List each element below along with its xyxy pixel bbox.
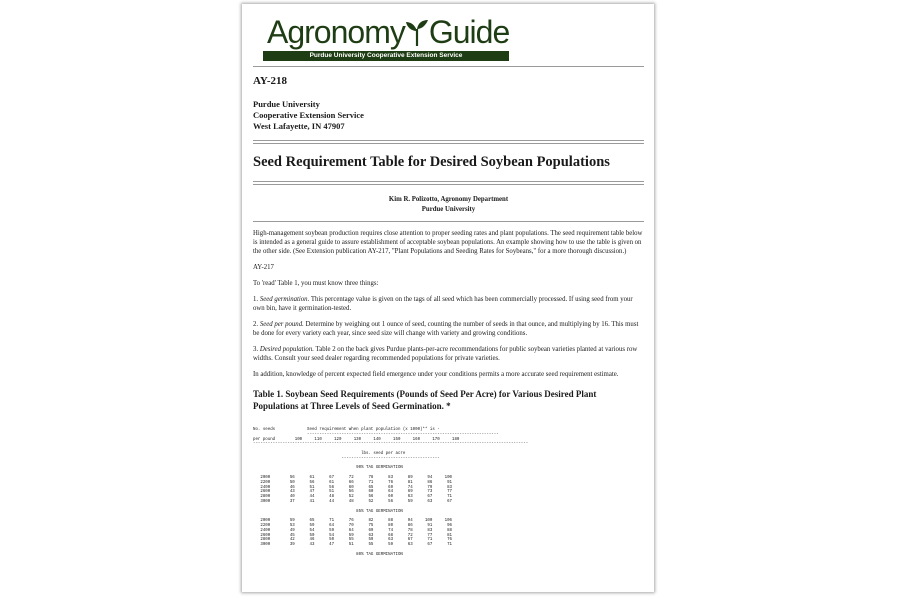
germination-section-label: 90% TAG GERMINATION	[253, 466, 403, 471]
item-seed-germination	[253, 295, 644, 313]
germination-section-label: 80% TAG GERMINATION	[253, 552, 403, 557]
item-number: 2.	[253, 321, 259, 328]
item-number: 1.	[253, 296, 259, 303]
item-text: Determine by weighing out 1 ounce of seed, counting the number of seeds in that ounce, and multiplying by 16. This must be done for every variety each year, since seed size will change with variety and growing conditions.	[253, 321, 639, 337]
table-row: 3000 39 43 47 51 55 59 63 67 71	[253, 543, 452, 548]
intro-paragraph: High-management soybean production requires close attention to proper seeding rates and plant populations. The seed requirement table below is intended as a general guide to assure establishment of acceptable soybean populations. An example showing how to use the table is given on the other side. (See Extension publication AY-217, "Plant Populations and Seeding Rates for Soybeans," for a more thorough discussion.)	[253, 230, 643, 255]
item-label: Seed per pound.	[259, 321, 304, 328]
document-title: Seed Requirement Table for Desired Soybean Populations	[253, 154, 610, 170]
item-desired-population	[253, 345, 644, 363]
item-label: Desired population.	[259, 346, 314, 353]
table-row: 2800 42 46 50 55 59 63 67 71 76	[253, 538, 452, 543]
table-row: 3000 37 41 44 48 52 56 59 63 67	[253, 499, 452, 504]
table-column-header-row: per pound 100 110 120 130 140 150 160 170 180	[253, 437, 460, 442]
addition-paragraph: In addition, knowledge of percent expected field emergence under your conditions permits a more accurate seed requirement estimate.	[253, 371, 619, 378]
item-number: 3.	[253, 346, 259, 353]
document-code: AY-218	[253, 75, 288, 87]
table-units-label: lbs. seed per acre	[253, 451, 406, 456]
germination-section-label: 85% TAG GERMINATION	[253, 509, 403, 514]
logo-word-right: Guide	[428, 14, 510, 50]
logo-word-left: Agronomy	[267, 14, 405, 50]
table-row: 2600 45 50 54 59 63 68 72 77 81	[253, 533, 452, 538]
table-row: 2800 40 44 48 52 56 60 63 67 71	[253, 495, 452, 500]
divider	[253, 66, 644, 67]
publisher-address	[253, 99, 644, 132]
author-affiliation: Purdue University	[421, 206, 476, 213]
item-label: Seed germination.	[259, 296, 310, 303]
table-spacer	[253, 558, 644, 563]
logo-banner: Purdue University Cooperative Extension Service	[263, 51, 509, 61]
divider	[253, 181, 644, 185]
item-text: This percentage value is given on the tags of all seed which has been commercially processed. If using seed from your own bin, have it germination-tested.	[253, 296, 633, 312]
reference-paragraph: AY-217	[253, 264, 274, 271]
item-text: Table 2 on the back gives Purdue plants-per-acre recommendations for public soybean varieties planted at various row widths. Consult your seed dealer regarding recommended populations for private varieties.	[253, 346, 638, 362]
agronomy-guide-logo	[253, 4, 644, 66]
table-row: 2400 49 54 59 64 69 74 78 83 88	[253, 528, 452, 533]
author-block	[253, 195, 644, 215]
address-line: Cooperative Extension Service	[253, 110, 364, 120]
seed-requirement-table	[253, 428, 644, 562]
document-page	[242, 4, 654, 592]
table-row: 2600 43 47 51 56 60 64 69 73 77	[253, 490, 452, 495]
table-row: 2000 59 65 71 76 82 88 94 100 106	[253, 519, 452, 524]
table-header-rule: ----------------------------------------	[253, 456, 440, 461]
divider	[253, 140, 644, 144]
table-header-row: No. seeds Seed requirement when plant population (x 1000)** is -	[253, 428, 440, 432]
document-content	[253, 4, 644, 562]
table-row: 2200 53 59 64 70 75 80 86 91 96	[253, 523, 452, 528]
table-header-rule: ------------------------------------------------------------------------------	[253, 432, 499, 437]
item-seed-per-pound	[253, 320, 644, 338]
logo-wordmark	[267, 14, 509, 51]
sprout-icon	[405, 17, 429, 47]
divider	[253, 221, 644, 222]
table-row: 2400 46 51 56 60 65 69 74 79 83	[253, 485, 452, 490]
table-row: 2200 50 56 61 66 71 76 81 86 91	[253, 480, 452, 485]
table-header-rule: ----------------------------------------------------------------------------------------------------------------	[253, 442, 529, 447]
address-line: West Lafayette, IN 47907	[253, 121, 345, 131]
author-name: Kim R. Polizotto, Agronomy Department	[388, 196, 509, 203]
read-table-paragraph: To 'read' Table 1, you must know three things:	[253, 280, 379, 287]
address-line: Purdue University	[253, 99, 320, 109]
table-row: 2000 56 61 67 72 78 83 89 94 100	[253, 475, 452, 480]
table-heading: Table 1. Soybean Seed Requirements (Pounds of Seed Per Acre) for Various Desired Plant Populations at Three Levels of Seed Germination. *	[253, 389, 597, 411]
